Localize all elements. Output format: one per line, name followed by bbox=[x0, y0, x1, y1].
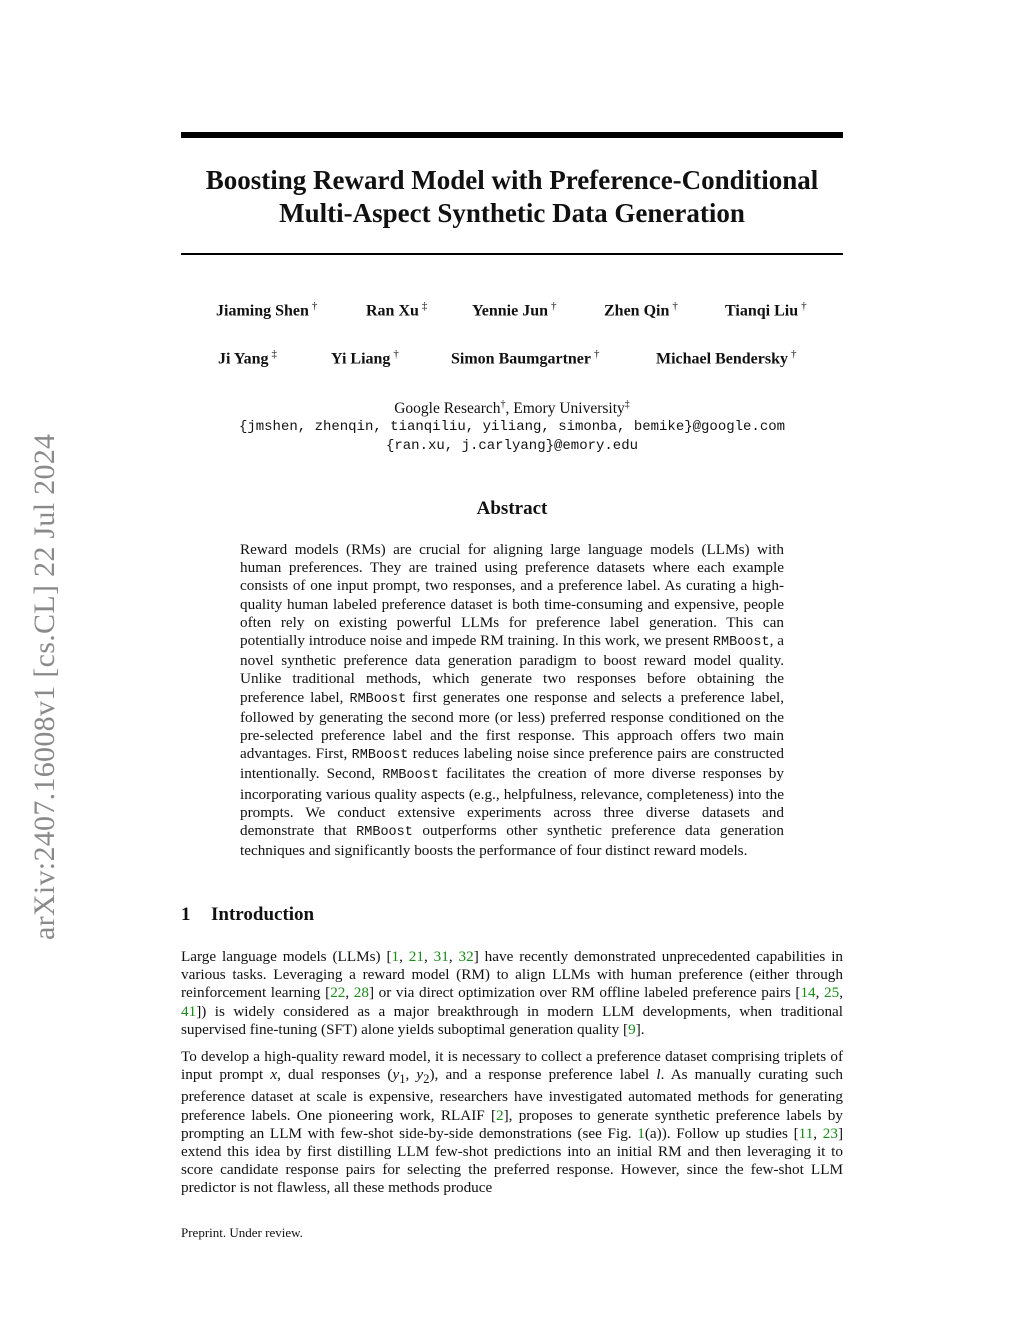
title-line-2: Multi-Aspect Synthetic Data Generation bbox=[279, 198, 745, 228]
affiliations bbox=[181, 395, 843, 456]
footer-note: Preprint. Under review. bbox=[181, 1225, 303, 1240]
section-heading-introduction: 1 Introduction bbox=[181, 904, 315, 925]
intro-paragraph-1: Large language models (LLMs) [1, 21, 31, 32] have recently demonstrated unprecedented capabilities in various tasks. Leveraging a reward model (RM) to align LLMs with human preference (either through reinforcement learning [22, 28] or via direct optimization over RM offline labeled preference pairs [14, 25, 41]) is widely considered as a major breakthrough in modern LLM developments, when traditional supervised fine-tuning (SFT) alone yields suboptimal generation quality [9]. bbox=[181, 948, 844, 1038]
citation-link[interactable]: 31 bbox=[433, 948, 449, 965]
title-rule-top bbox=[181, 132, 843, 138]
author: Simon Baumgartner † bbox=[451, 348, 600, 368]
arxiv-side-stamp: arXiv:2407.16008v1 [cs.CL] 22 Jul 2024 bbox=[28, 433, 61, 940]
author: Michael Bendersky † bbox=[656, 348, 797, 368]
title-rule-bottom bbox=[181, 253, 843, 255]
author: Zhen Qin † bbox=[604, 300, 678, 320]
citation-link[interactable]: 41 bbox=[181, 1002, 197, 1020]
author: Yi Liang † bbox=[331, 348, 399, 368]
citation-link[interactable]: 32 bbox=[458, 948, 474, 965]
citation-link[interactable]: 25 bbox=[824, 984, 840, 1002]
title-line-1: Boosting Reward Model with Preference-Conditional bbox=[205, 165, 819, 195]
email-google: {jmshen, zhenqin, tianqiliu, yiliang, simonba, bemike}@google.com bbox=[238, 419, 786, 436]
citation-link[interactable]: 28 bbox=[353, 984, 369, 1002]
intro-paragraph-2: To develop a high-quality reward model, it is necessary to collect a preference dataset comprising triplets of input prompt x, dual responses ($y_1$, $y_2$), and a response preference label l. As manually curating such preference dataset at scale is expensive, researchers have investigated automated methods for generating preference labels. One pioneering work, RLAIF [2], proposes to generate synthetic preference labels by prompting an LLM with few-shot side-by-side demonstrations (see Fig. 1(a)). Follow up studies [11, 23] extend this idea by first distilling LLM few-shot predictions into an initial RM and then leveraging it to score candidate response pairs for selecting the preferred response. However, since the few-shot LLM predictor is not flawless, all these methods produce bbox=[181, 1048, 844, 1197]
citation-link[interactable]: 21 bbox=[408, 948, 424, 965]
citation-link[interactable]: 23 bbox=[822, 1124, 838, 1142]
author: Ji Yang ‡ bbox=[218, 348, 278, 368]
email-emory: {ran.xu, j.carlyang}@emory.edu bbox=[385, 438, 639, 455]
citation-link[interactable]: 1 bbox=[391, 948, 400, 965]
citation-link[interactable]: 22 bbox=[330, 984, 346, 1002]
author: Yennie Jun † bbox=[472, 300, 557, 320]
citation-link[interactable]: 14 bbox=[800, 984, 816, 1002]
citation-link[interactable]: 2 bbox=[496, 1106, 504, 1124]
institutions: Google Research†, Emory University‡ bbox=[394, 399, 630, 418]
abstract-heading: Abstract bbox=[476, 498, 548, 519]
abstract-text: Reward models (RMs) are crucial for aligning large language models (LLMs) with human preferences. They are trained using preference datasets where each example consists of one input prompt, two responses, and a preference label. As curating a high-quality human labeled preference dataset is both time-consuming and expensive, people often rely on existing powerful LLMs for preference label generation. This can potentially introduce noise and impede RM training. In this work, we present RMBoost, a novel synthetic preference data generation paradigm to boost reward model quality. Unlike traditional methods, which generate two responses before obtaining the preference label, RMBoost first generates one response and selects a preference label, followed by generating the second more (or less) preferred response conditioned on the pre-selected preference label and the first response. This approach offers two main advantages. First, RMBoost reduces labeling noise since preference pairs are constructed intentionally. Second, RMBoost facilitates the creation of more diverse responses by incorporating various quality aspects (e.g., helpfulness, relevance, completeness) into the prompts. We conduct extensive experiments across three diverse datasets and demonstrate that RMBoost outperforms other synthetic preference data generation techniques and significantly boosts the performance of four distinct reward models. bbox=[240, 541, 784, 860]
citation-link[interactable]: 11 bbox=[798, 1124, 814, 1142]
author: Ran Xu ‡ bbox=[366, 300, 428, 320]
paper-title bbox=[160, 164, 864, 230]
citation-link[interactable]: 9 bbox=[628, 1020, 636, 1038]
author: Tianqi Liu † bbox=[725, 300, 807, 320]
author: Jiaming Shen † bbox=[216, 300, 318, 320]
figure-link[interactable]: 1 bbox=[637, 1124, 645, 1142]
